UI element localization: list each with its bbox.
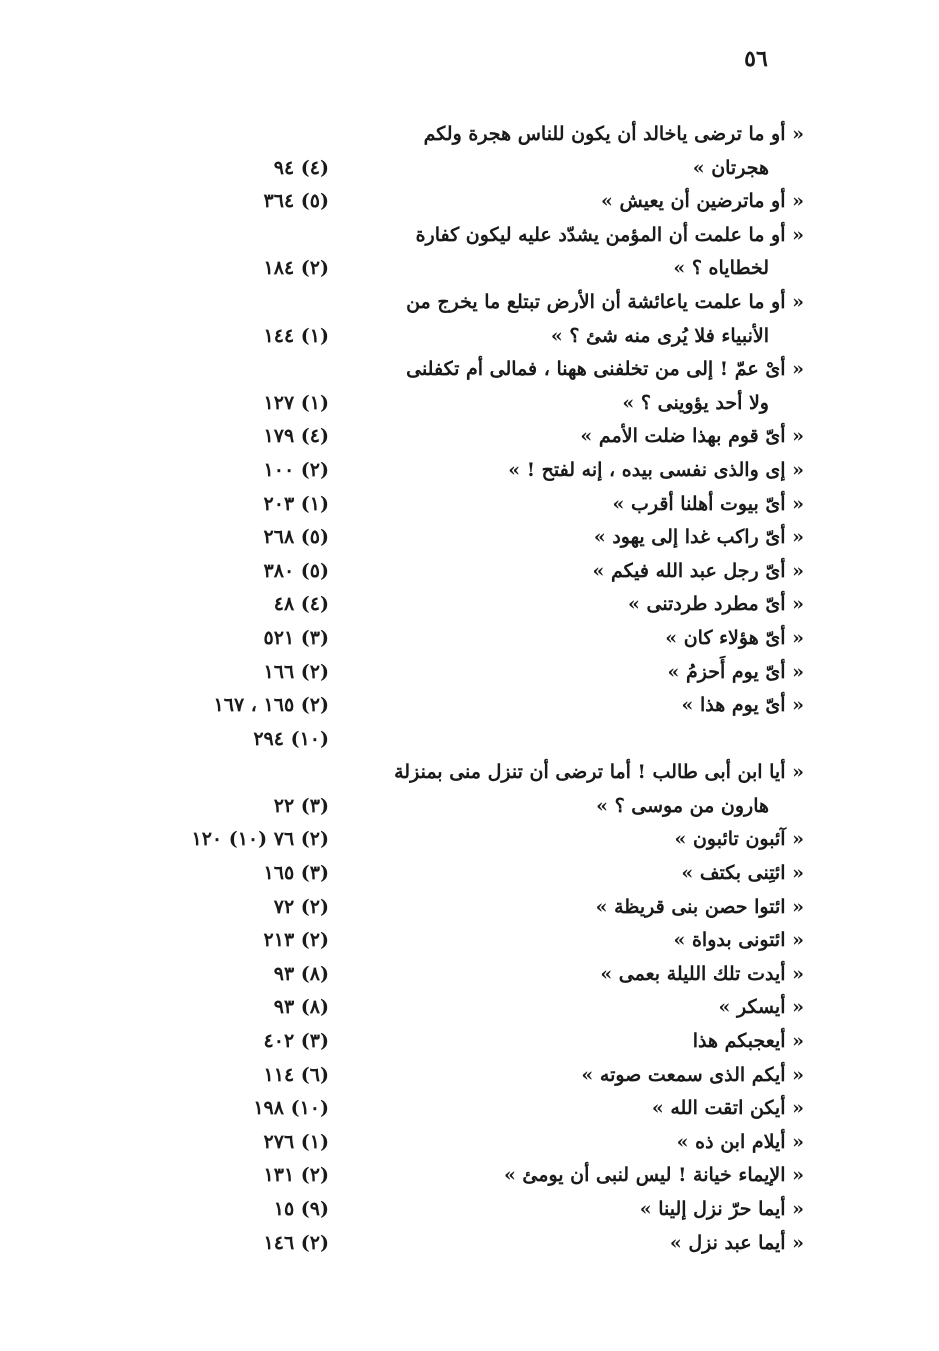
entry-line xyxy=(0,1092,939,1126)
entry-line xyxy=(0,1126,939,1160)
hadith-text: « أىّ هؤلاء كان » xyxy=(665,626,804,649)
index-entry xyxy=(0,891,939,925)
entry-line xyxy=(0,991,939,1025)
reference-number: (٥) ٣٨٠ xyxy=(263,559,329,582)
entry-line xyxy=(0,1193,939,1227)
reference-number: (١٠) ٢٩٤ xyxy=(253,727,329,750)
index-entry xyxy=(0,924,939,958)
entry-line xyxy=(0,185,939,219)
reference-number: (٣) ٤٠٢ xyxy=(263,1030,329,1053)
reference-number: (٢) ١٨٤ xyxy=(263,257,329,280)
hadith-text: « أىّ قوم بهذا ضلت الأمم » xyxy=(580,425,804,448)
reference-number: (٢) ١٦٦ xyxy=(263,660,329,683)
hadith-text: « ائتوا حصن بنى قريظة » xyxy=(595,895,804,918)
index-entry xyxy=(0,1159,939,1193)
index-entry xyxy=(0,622,939,656)
index-entry xyxy=(0,118,939,185)
reference-number: (٣) ٢٢ xyxy=(273,794,329,817)
index-entry xyxy=(0,286,939,353)
hadith-text: « أىّ راكب غدا إلى يهود » xyxy=(593,526,804,549)
entry-line xyxy=(0,1059,939,1093)
index-entry xyxy=(0,1126,939,1160)
hadith-text: هارون من موسى ؟ » xyxy=(596,794,769,817)
entry-line xyxy=(0,588,939,622)
hadith-text: الأنبياء فلا يُرى منه شئ ؟ » xyxy=(550,324,769,347)
entry-line xyxy=(0,958,939,992)
hadith-text: لخطاياه ؟ » xyxy=(673,257,769,280)
index-entry xyxy=(0,823,939,857)
hadith-text: « أيما عبد نزل » xyxy=(669,1231,804,1254)
index-entry xyxy=(0,488,939,522)
entry-line xyxy=(0,420,939,454)
index-entry xyxy=(0,656,939,690)
entry-line xyxy=(0,555,939,589)
hadith-text: « أيعجبكم هذا xyxy=(692,1030,804,1053)
hadith-text: « أيما حرّ نزل إلينا » xyxy=(639,1198,804,1220)
hadith-text: هجرتان » xyxy=(692,156,769,179)
reference-number: (٢) ١٤٦ xyxy=(263,1231,329,1254)
hadith-text: « ائتِنى بكتف » xyxy=(681,862,804,885)
hadith-text: ولا أحد يؤوينى ؟ » xyxy=(622,391,769,414)
entry-line xyxy=(0,353,939,387)
hadith-text: « أيسكر » xyxy=(718,996,804,1019)
hadith-text: « أىْ عمّ ! إلى من تخلفنى ههنا ، فمالى أم تكفلنى xyxy=(406,358,804,381)
entry-line xyxy=(0,823,939,857)
index-entry xyxy=(0,521,939,555)
reference-number: (١) ٢٠٣ xyxy=(263,492,329,515)
index-entry xyxy=(0,689,939,756)
entry-line xyxy=(0,387,939,421)
hadith-text: « أو ما علمت أن المؤمن يشدّد عليه ليكون كفارة xyxy=(415,223,804,246)
index-entry xyxy=(0,756,939,823)
entry-line xyxy=(0,252,939,286)
index-entry xyxy=(0,958,939,992)
hadith-text: « إى والذى نفسى بيده ، إنه لفتح ! » xyxy=(508,458,804,481)
index-entry xyxy=(0,420,939,454)
hadith-text: « أىّ مطرد طردتنى » xyxy=(628,593,804,616)
reference-number: (١٠) ١٩٨ xyxy=(253,1097,329,1120)
entry-line xyxy=(0,891,939,925)
reference-number: (٤) ٤٨ xyxy=(273,593,329,616)
reference-number: (١) ٢٧٦ xyxy=(263,1130,329,1153)
hadith-text: « أيكن اتقت الله » xyxy=(651,1097,804,1120)
hadith-index-list xyxy=(0,118,939,1260)
entry-line xyxy=(0,756,939,790)
reference-number: (٤) ٩٤ xyxy=(273,156,329,179)
reference-number: (٥) ٣٦٤ xyxy=(263,190,329,213)
hadith-text: « أو ما ترضى ياخالد أن يكون للناس هجرة ولكم xyxy=(423,123,804,145)
entry-line xyxy=(0,790,939,824)
index-entry xyxy=(0,1059,939,1093)
entry-line xyxy=(0,320,939,354)
entry-line xyxy=(0,454,939,488)
hadith-text: « أىّ رجل عبد الله فيكم » xyxy=(592,559,804,582)
index-entry xyxy=(0,857,939,891)
entry-line xyxy=(0,521,939,555)
entry-line xyxy=(0,219,939,253)
entry-line xyxy=(0,924,939,958)
entry-line xyxy=(0,488,939,522)
entry-line xyxy=(0,1025,939,1059)
hadith-text: « الإيماء خيانة ! ليس لنبى أن يومئ » xyxy=(503,1164,804,1187)
entry-line xyxy=(0,1159,939,1193)
reference-number: (٥) ٢٦٨ xyxy=(263,526,329,549)
entry-line xyxy=(0,723,939,757)
index-entry xyxy=(0,1025,939,1059)
entry-line xyxy=(0,689,939,723)
reference-number: (٦) ١١٤ xyxy=(263,1063,329,1086)
entry-line xyxy=(0,622,939,656)
reference-number: (١) ١٤٤ xyxy=(263,324,329,347)
hadith-text: « أيدت تلك الليلة بعمى » xyxy=(600,962,804,985)
index-entry xyxy=(0,185,939,219)
reference-number: (٢) ٢١٣ xyxy=(263,929,329,952)
index-entry xyxy=(0,1092,939,1126)
reference-number: (٩) ١٥ xyxy=(273,1198,329,1220)
index-entry xyxy=(0,555,939,589)
hadith-text: « أو ما علمت ياعائشة أن الأرض تبتلع ما يخرج من xyxy=(406,290,804,313)
reference-number: (٢) ١٣١ xyxy=(263,1164,329,1187)
index-entry xyxy=(0,1227,939,1261)
hadith-text: « أيا ابن أبى طالب ! أما ترضى أن تنزل منى بمنزلة xyxy=(394,761,804,784)
hadith-text: « أيلام ابن ذه » xyxy=(676,1130,804,1153)
entry-line xyxy=(0,286,939,320)
reference-number: (٢) ٧٦ (١٠) ١٢٠ xyxy=(191,828,329,851)
entry-line xyxy=(0,152,939,186)
index-entry xyxy=(0,588,939,622)
reference-number: (٢) ١٦٥ ، ١٦٧ xyxy=(213,694,329,717)
entry-line xyxy=(0,1227,939,1261)
hadith-text: « أىّ يوم هذا » xyxy=(681,694,804,717)
reference-number: (٣) ٥٢١ xyxy=(263,626,329,649)
reference-number: (٢) ١٠٠ xyxy=(263,458,329,481)
reference-number: (٨) ٩٣ xyxy=(273,996,329,1019)
hadith-text: « أو ماترضين أن يعيش » xyxy=(601,190,804,213)
reference-number: (٢) ٧٢ xyxy=(273,895,329,918)
hadith-text: « آئبون تائبون » xyxy=(674,828,804,851)
hadith-text: « أىّ بيوت أهلنا أقرب » xyxy=(612,492,804,515)
page-number: ٥٦ xyxy=(744,46,768,72)
entry-line xyxy=(0,118,939,152)
index-entry xyxy=(0,454,939,488)
reference-number: (٤) ١٧٩ xyxy=(263,425,329,448)
entry-line xyxy=(0,857,939,891)
hadith-text: « ائتونى بدواة » xyxy=(673,929,804,952)
hadith-text: « أىّ يوم أَحزمُ » xyxy=(667,660,804,683)
hadith-text: « أيكم الذى سمعت صوته » xyxy=(581,1063,804,1086)
entry-line xyxy=(0,656,939,690)
index-entry xyxy=(0,219,939,286)
reference-number: (١) ١٢٧ xyxy=(263,391,329,414)
index-entry xyxy=(0,353,939,420)
reference-number: (٣) ١٦٥ xyxy=(263,862,329,885)
index-entry xyxy=(0,1193,939,1227)
reference-number: (٨) ٩٣ xyxy=(273,962,329,985)
index-entry xyxy=(0,991,939,1025)
